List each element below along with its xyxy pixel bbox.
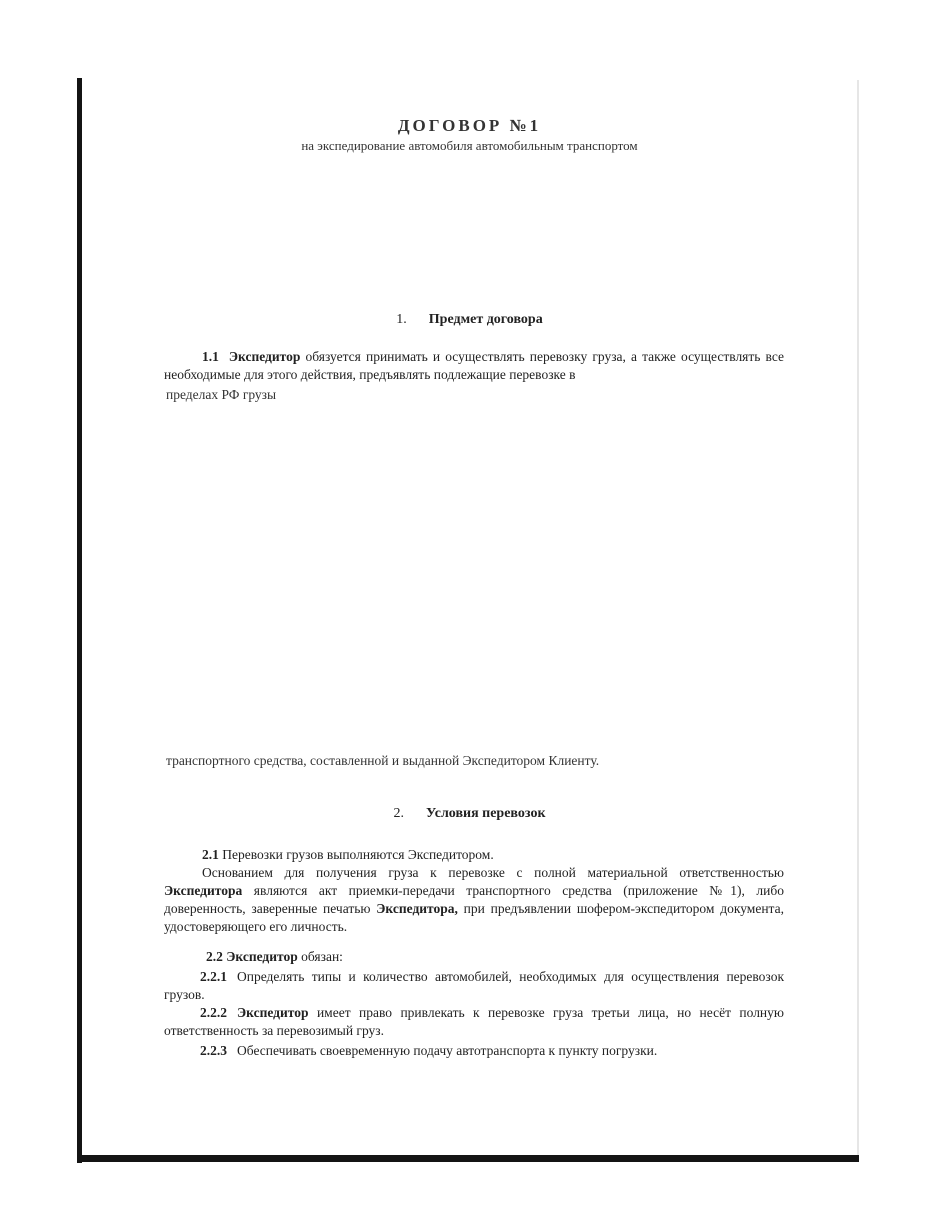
section-2-title: Условия перевозок (425, 806, 546, 821)
clause-2-1-label: 2.1 (202, 847, 219, 862)
clause-2-1 (164, 846, 784, 864)
clause-2-2 (164, 948, 784, 966)
scan-bottom-edge (77, 1155, 859, 1162)
clause-2-2-2-label: 2.2.2 (200, 1005, 227, 1020)
section-1-heading (82, 312, 857, 328)
clause-2-2-2-text: имеет право привлекать к перевозке груза третьи лица, но несёт полную ответственность за перевозимый груз. (164, 1005, 784, 1038)
clause-2-2-3-text: Обеспечивать своевременную подачу автотранспорта к пункту погрузки. (237, 1043, 658, 1058)
expeditor-bold-2: Экспедитора, (376, 901, 458, 916)
clause-1-1-text: обязуется принимать и осуществлять перевозку груза, а также осуществлять все необходимые для этого действия, предъявлять подлежащие перевозке в (164, 349, 784, 382)
document-page (82, 80, 857, 1155)
clause-2-2-text: обязан: (297, 949, 343, 964)
scan-right-edge (857, 80, 859, 1160)
section-1-tail-clipped-line: транспортного средства, составленной и выданной Экспедитором Клиенту. (166, 753, 600, 768)
clause-1-1-bold: Экспедитор (228, 349, 301, 364)
section-1-title: Предмет договора (428, 312, 543, 327)
expeditor-bold-1: Экспедитора (164, 883, 243, 898)
clause-2-2-2-bold: Экспедитор (237, 1005, 309, 1020)
clause-2-2-2 (164, 1004, 784, 1040)
clause-2-2-3 (164, 1042, 784, 1060)
clause-1-1 (164, 348, 784, 384)
clause-2-2-3-label: 2.2.3 (200, 1043, 227, 1058)
clause-1-1-label: 1.1 (202, 349, 219, 364)
section-2-heading (82, 806, 857, 822)
document-title: ДОГОВОР №1 (397, 116, 542, 135)
section-2-number: 2. (393, 806, 404, 821)
section-1-number: 1. (396, 312, 407, 327)
clause-2-2-bold: Экспедитор (226, 949, 298, 964)
clause-2-2-1-label: 2.2.1 (200, 969, 227, 984)
clause-1-1-clipped-line: пределах РФ грузы (166, 387, 277, 402)
clause-2-2-label: 2.2 (206, 949, 223, 964)
document-subtitle: на экспедирование автомобиля автомобильным транспортом (301, 138, 638, 153)
clause-2-2-1 (164, 968, 784, 1004)
clause-2-2-1-text: Определять типы и количество автомобилей, необходимых для осуществления перевозок грузов. (164, 969, 784, 1002)
clause-2-1-basis: Основанием для получения груза к перевозке с полной материальной ответственностью Экспедитора являются акт приемки-передачи транспортного средства (приложение №1), либо доверенность, заверенные печатью Экспедитора, при предъявлении шофером-экспедитором документа, удостоверяющего его личность. (164, 865, 784, 934)
clause-2-1-text: Перевозки грузов выполняются Экспедитором. (222, 847, 494, 862)
